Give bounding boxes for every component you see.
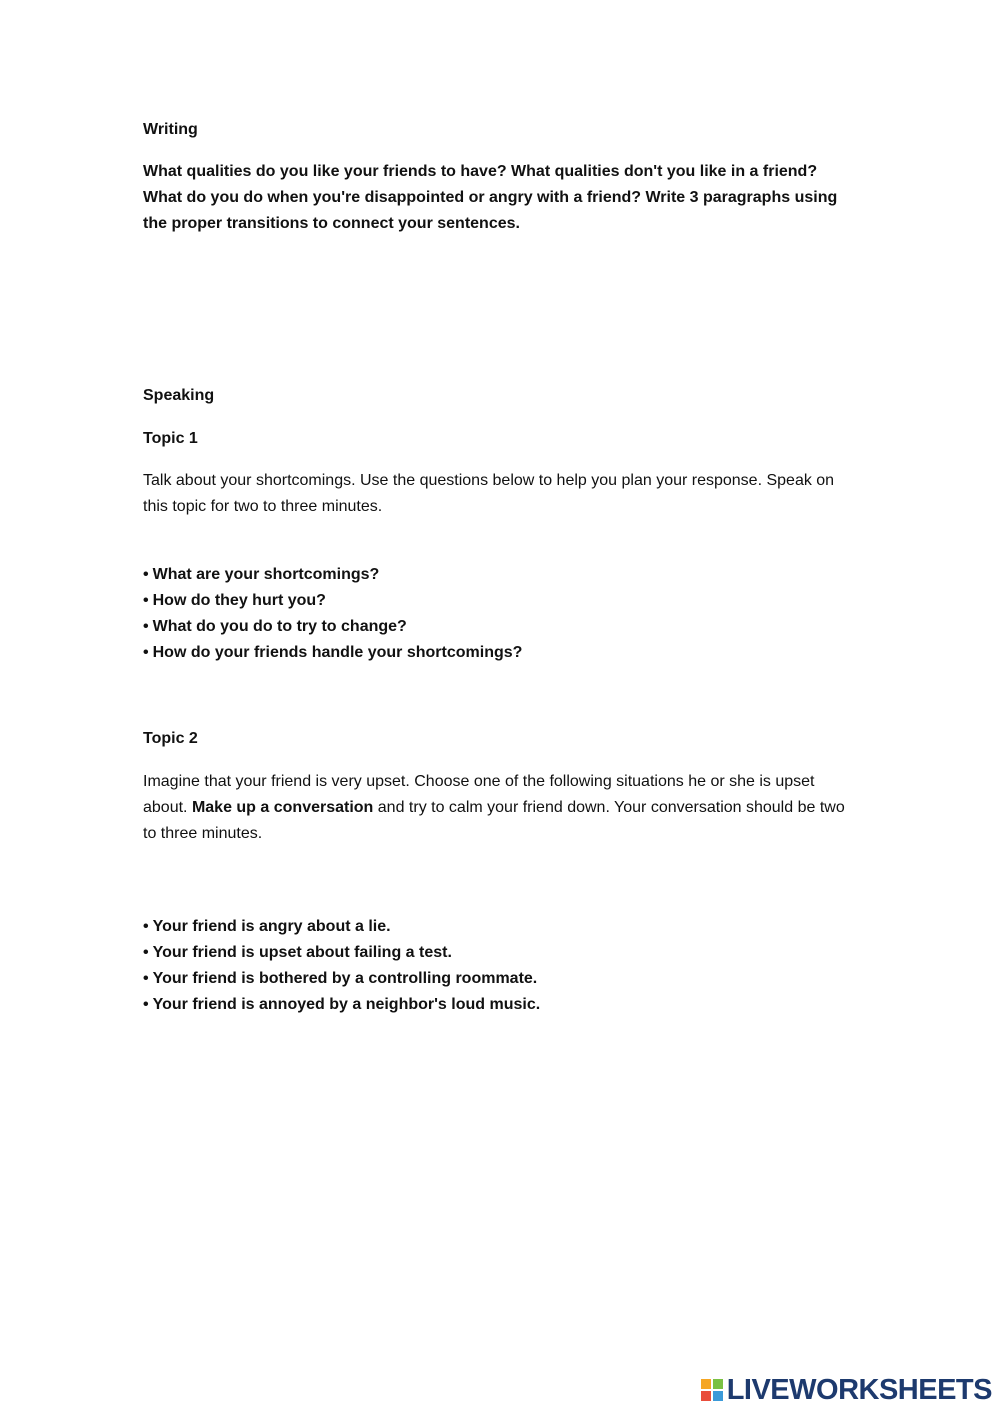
logo-square [713,1379,723,1389]
bullet-text: What are your shortcomings? [152,566,380,583]
bullet-text: How do they hurt you? [152,592,326,609]
writing-prompt: What qualities do you like your friends to have? What qualities don't you like in a friend? What do you do when you're disappointed or angry with a friend? Write 3 paragraphs using the proper transitions to connect your sentences. [143,163,838,232]
topic1-title: Topic 1 [143,430,198,447]
bullet-icon: • [143,944,149,961]
logo-square [701,1379,711,1389]
topic2-intro-end: and try to calm your friend down. Your conversation should be two to three minutes. [143,799,845,842]
writing-heading: Writing [143,121,198,138]
speaking-heading: Speaking [143,387,215,404]
list-item [143,614,863,640]
topic2-title: Topic 2 [143,730,198,747]
topic1-bullet-list [143,562,863,666]
bullet-icon: • [143,644,149,661]
liveworksheets-logo [701,1373,992,1407]
logo-text: LIVEWORKSHEETS [726,1373,992,1406]
topic2-intro [143,769,861,847]
list-item [143,992,863,1018]
topic2-bullet-list [143,914,863,1018]
bullet-text: Your friend is upset about failing a test. [152,944,452,961]
bullet-text: Your friend is annoyed by a neighbor's loud music. [152,996,541,1013]
bullet-icon: • [143,970,149,987]
logo-blocks-icon [701,1379,723,1401]
topic2-intro-start: Imagine that your friend is very upset. Choose one of the following situations he or she is upset about. [143,773,815,816]
bullet-icon: • [143,566,149,583]
list-item [143,914,863,940]
bullet-icon: • [143,996,149,1013]
bullet-text: How do your friends handle your shortcomings? [152,644,523,661]
list-item [143,640,863,666]
list-item [143,940,863,966]
list-item [143,562,863,588]
logo-square [713,1391,723,1401]
bullet-text: Your friend is bothered by a controlling roommate. [152,970,538,987]
bullet-text: What do you do to try to change? [152,618,407,635]
topic2-intro-emphasis: Make up a conversation [191,799,374,816]
topic1-intro: Talk about your shortcomings. Use the questions below to help you plan your response. Speak on this topic for two to three minutes. [143,472,835,515]
list-item [143,588,863,614]
bullet-text: Your friend is angry about a lie. [152,918,391,935]
list-item [143,966,863,992]
bullet-icon: • [143,618,149,635]
bullet-icon: • [143,592,149,609]
logo-square [701,1391,711,1401]
bullet-icon: • [143,918,149,935]
